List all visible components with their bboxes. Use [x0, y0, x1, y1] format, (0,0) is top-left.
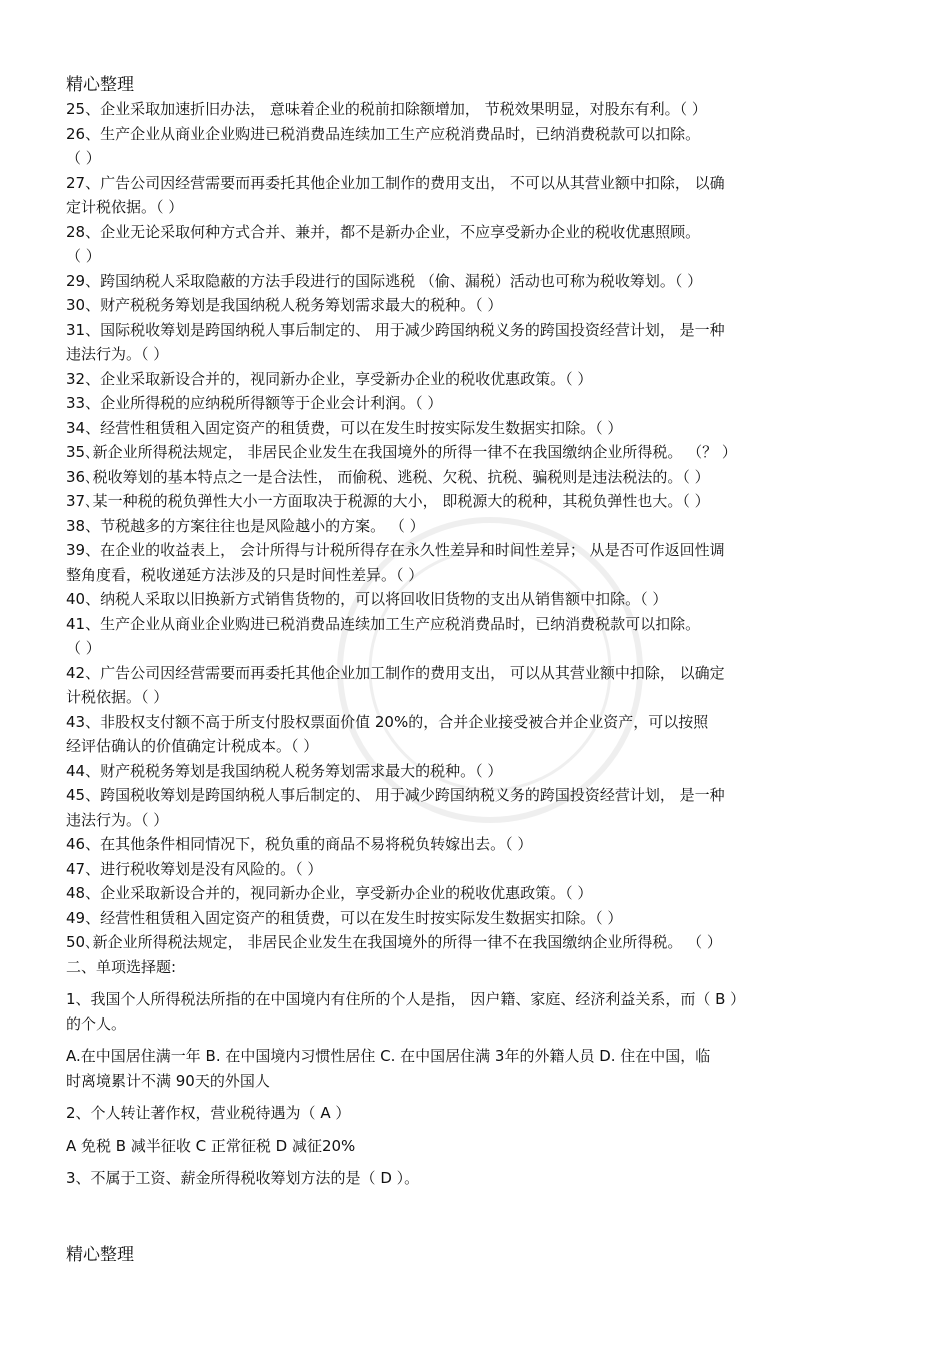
text-line: 违法行为。（ ）	[66, 345, 169, 363]
text-line: 35､新企业所得税法规定， 非居民企业发生在我国境外的所得一律不在我国缴纳企业所得税。 （？ ）	[66, 443, 737, 461]
text-line: 计税依据。（ ）	[66, 688, 169, 706]
question-text: 1、我国个人所得税法所指的在中国境内有住所的个人是指， 因户籍、家庭、经济利益关系，而（ B ）	[66, 990, 746, 1008]
text-line: 37､某一种税的税负弹性大小一方面取决于税源的大小， 即税源大的税种，其税负弹性也大。（ ）	[66, 492, 710, 510]
text-line: （ ）	[66, 149, 101, 167]
text-line: 41、生产企业从商业企业购进已税消费品连续加工生产应税消费品时，已纳消费税款可以扣除。	[66, 614, 701, 633]
question-list	[66, 97, 886, 1191]
text-line: 31、国际税收筹划是跨国纳税人事后制定的、 用于减少跨国纳税义务的跨国投资经营计划， 是一种	[66, 320, 725, 339]
text-line: 46、在其他条件相同情况下，税负重的商品不易将税负转嫁出去。（ ）	[66, 835, 533, 853]
answer-options: A 免税 B 减半征收 C 正常征税 D 减征20%	[66, 1136, 356, 1155]
text-line: 27、广告公司因经营需要而再委托其他企业加工制作的费用支出， 不可以从其营业额中扣除， 以确	[66, 173, 725, 192]
text-line: 43、非股权支付额不高于所支付股权票面价值 20%的，合并企业接受被合并企业资产，可以按照	[66, 712, 709, 731]
text-line: 32、企业采取新设合并的，视同新办企业，享受新办企业的税收优惠政策。（ ）	[66, 369, 593, 388]
text-line: 36､税收筹划的基本特点之一是合法性， 而偷税、逃税、欠税、抗税、骗税则是违法税法的。（ ）	[66, 467, 710, 486]
text-line: 28、企业无论采取何种方式合并、兼并，都不是新办企业，不应享受新办企业的税收优惠照顾。	[66, 222, 701, 241]
answer-options: 时离境累计不满 90天的外国人	[66, 1071, 270, 1090]
answer-options: A.在中国居住满一年 B. 在中国境内习惯性居住 C. 在中国居住满 3年的外籍人员 D. 住在中国，临	[66, 1047, 711, 1065]
text-line: 29、跨国纳税人采取隐蔽的方法手段进行的国际逃税 （偷、漏税）活动也可称为税收筹划。（ ）	[66, 271, 703, 290]
text-line: 44、财产税税务筹划是我国纳税人税务筹划需求最大的税种。（ ）	[66, 761, 503, 780]
question-text: 的个人。	[66, 1014, 127, 1033]
multiple-choice-section	[66, 979, 886, 1191]
text-line: 25、企业采取加速折旧办法， 意味着企业的税前扣除额增加， 节税效果明显，对股东有利。（ ）	[66, 100, 707, 118]
page-header: 精心整理	[66, 75, 134, 95]
section-heading: 二、单项选择题:	[66, 957, 177, 976]
question-text: 3、不属于工资、薪金所得税收筹划方法的是（ D ）。	[66, 1169, 420, 1187]
text-line: 整角度看，税收递延方法涉及的只是时间性差异。（ ）	[66, 565, 424, 584]
text-line: 47、进行税收筹划是没有风险的。（ ）	[66, 859, 323, 878]
text-line: 42、广告公司因经营需要而再委托其他企业加工制作的费用支出， 可以从其营业额中扣除， 以确定	[66, 663, 725, 682]
text-line: 45、跨国税收筹划是跨国纳税人事后制定的、 用于减少跨国纳税义务的跨国投资经营计划， 是一种	[66, 786, 725, 804]
text-line: 49、经营性租赁租入固定资产的租赁费，可以在发生时按实际发生数据实扣除。（ ）	[66, 908, 623, 927]
text-line: 定计税依据。（ ）	[66, 198, 184, 216]
question-text: 2、个人转让著作权，营业税待遇为（ A ）	[66, 1104, 351, 1122]
text-line: 38、节税越多的方案往往也是风险越小的方案。 （ ）	[66, 516, 425, 535]
text-line: 33、企业所得税的应纳税所得额等于企业会计利润。（ ）	[66, 394, 443, 412]
text-line: 30、财产税税务筹划是我国纳税人税务筹划需求最大的税种。（ ）	[66, 296, 503, 314]
text-line: 34、经营性租赁租入固定资产的租赁费，可以在发生时按实际发生数据实扣除。（ ）	[66, 418, 623, 437]
text-line: （ ）	[66, 247, 101, 265]
page-footer: 精心整理	[66, 1245, 134, 1265]
text-line: （ ）	[66, 639, 101, 657]
text-line: 50､新企业所得税法规定， 非居民企业发生在我国境外的所得一律不在我国缴纳企业所得税。 （ ）	[66, 933, 722, 951]
text-line: 违法行为。（ ）	[66, 810, 169, 829]
text-line: 39、在企业的收益表上， 会计所得与计税所得存在永久性差异和时间性差异； 从是否可作返回性调	[66, 541, 725, 559]
text-line: 40、纳税人采取以旧换新方式销售货物的，可以将回收旧货物的支出从销售额中扣除。（ ）	[66, 590, 668, 608]
text-line: 26、生产企业从商业企业购进已税消费品连续加工生产应税消费品时，已纳消费税款可以扣除。	[66, 124, 701, 143]
true-false-section	[66, 97, 886, 979]
text-line: 经评估确认的价值确定计税成本。（ ）	[66, 737, 319, 755]
text-line: 48、企业采取新设合并的，视同新办企业，享受新办企业的税收优惠政策。（ ）	[66, 884, 593, 902]
